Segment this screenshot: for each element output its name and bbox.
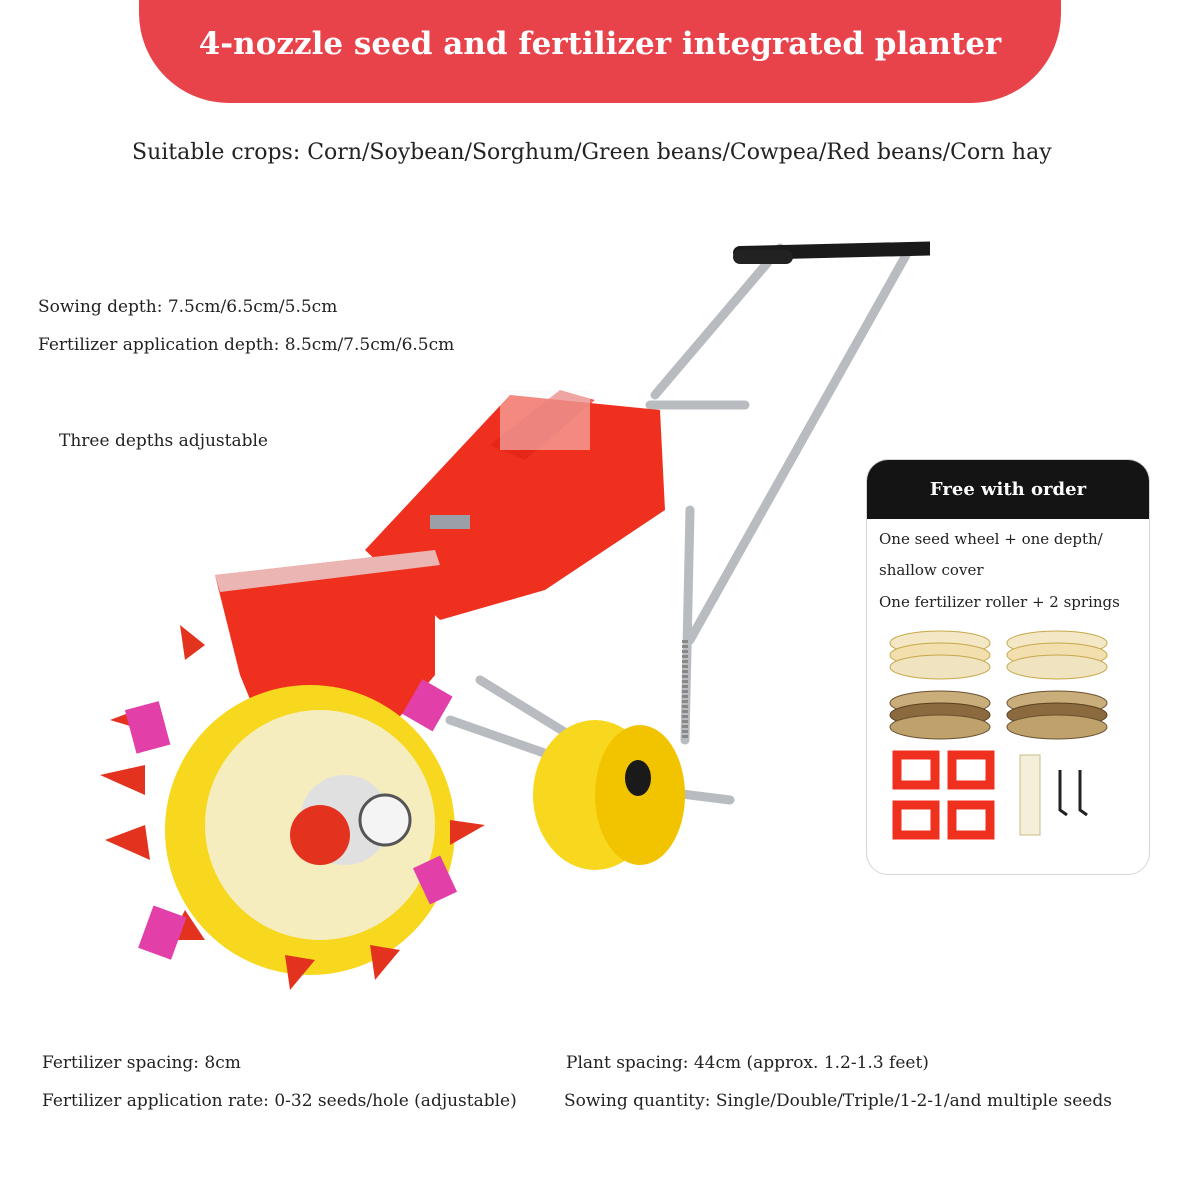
fertilizer-roller-shaft: [1020, 755, 1040, 835]
fertilizer-roller-accessory: [890, 691, 990, 739]
seed-wheel: [165, 685, 455, 975]
page-title: 4-nozzle seed and fertilizer integrated planter: [198, 26, 1002, 62]
fertilizer-spacing: Fertilizer spacing: 8cm: [42, 1053, 241, 1073]
fertilizer-depth: Fertilizer application depth: 8.5cm/7.5cm/6.5cm: [38, 335, 455, 355]
rear-wheel: [533, 720, 685, 870]
seed-wheel-accessory: [1007, 631, 1107, 679]
title-banner: [139, 0, 1061, 103]
three-depths-adjustable: Three depths adjustable: [59, 431, 268, 451]
red-block-accessories: [897, 755, 990, 835]
sowing-quantity: Sowing quantity: Single/Double/Triple/1-2-1/and multiple seeds: [564, 1091, 1112, 1111]
free-gift-panel: [866, 459, 1150, 875]
planter-illustration: [90, 220, 930, 1020]
seed-wheel-accessory: [890, 631, 990, 679]
spring-accessories: [1060, 770, 1087, 815]
suitable-crops: Suitable crops: Corn/Soybean/Sorghum/Green beans/Cowpea/Red beans/Corn hay: [132, 140, 1052, 165]
accessories-illustration: [867, 625, 1149, 875]
fertilizer-roller-accessory: [1007, 691, 1107, 739]
free-gift-title: Free with order: [867, 460, 1149, 519]
sowing-depth: Sowing depth: 7.5cm/6.5cm/5.5cm: [38, 297, 338, 317]
plant-spacing: Plant spacing: 44cm (approx. 1.2-1.3 feet): [566, 1053, 929, 1073]
gift-line: One seed wheel + one depth/: [879, 530, 1103, 548]
gift-line: One fertilizer roller + 2 springs: [879, 593, 1120, 611]
gift-line: shallow cover: [879, 561, 984, 579]
fertilizer-rate: Fertilizer application rate: 0-32 seeds/hole (adjustable): [42, 1091, 517, 1111]
